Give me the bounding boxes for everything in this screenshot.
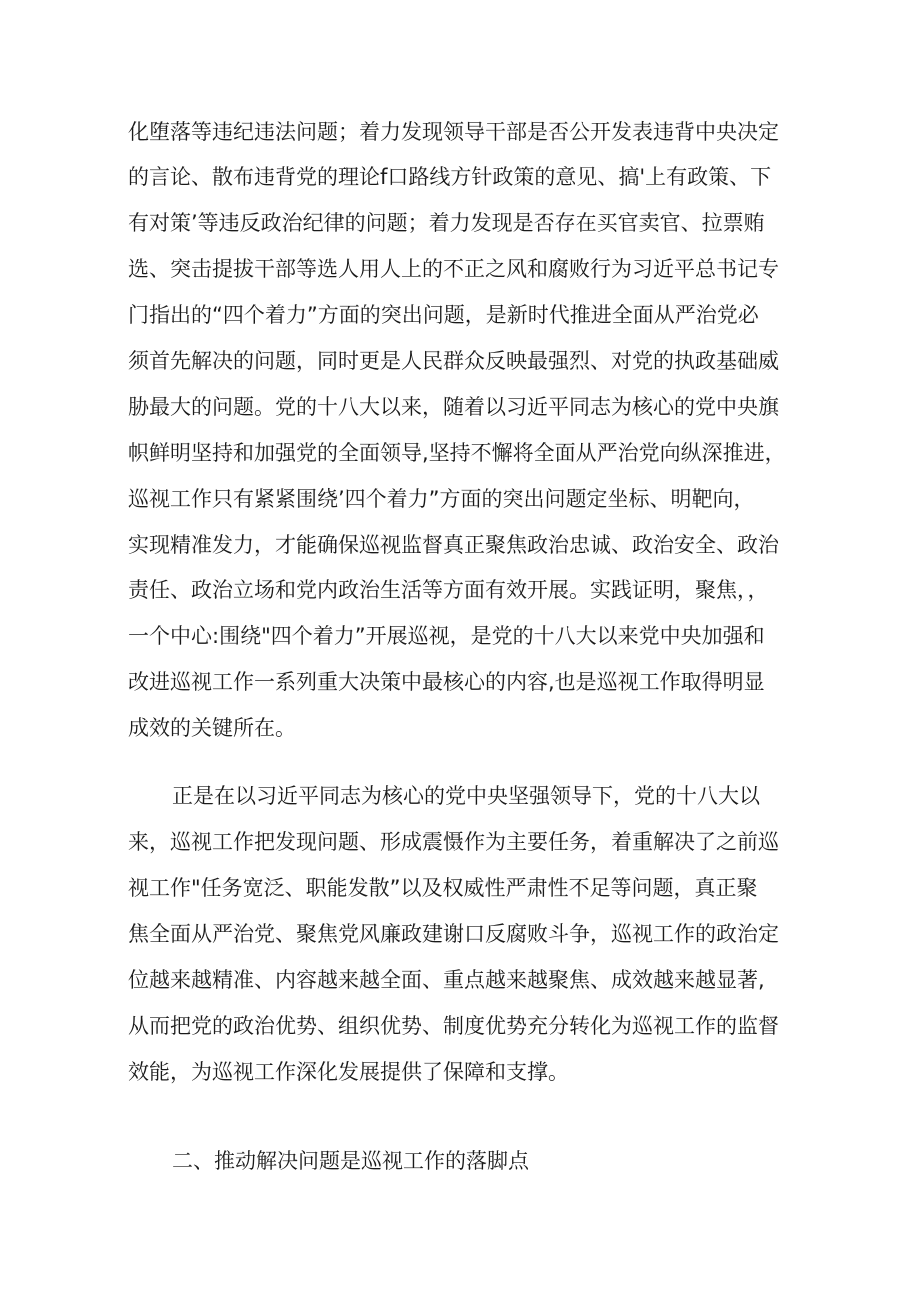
- paragraph1-line-11: 责任、政治立场和党内政治生活等方面有效开展。实践证明，聚焦，，: [128, 578, 769, 602]
- paragraph1-line-5: 门指出的“四个着力”方面的突出问题，是新时代推进全面从严治党必: [128, 303, 759, 327]
- paragraph1-line-6: 须首先解决的问题，同时更是人民群众反映最强烈、对党的执政基础威: [128, 349, 779, 373]
- paragraph2-line-3: 视工作"任务宽泛、职能发散”以及权威性严肃性不足等问题，真正聚: [128, 876, 758, 900]
- paragraph1-line-7: 胁最大的问题。党的十八大以来，随着以习近平同志为核心的党中央旗: [128, 395, 779, 419]
- paragraph1-line-3: 有对策’等违反政治纪律的问题；着力发现是否存在买官卖官、拉票贿: [128, 211, 765, 235]
- paragraph1-line-9: 巡视工作只有紧紧围绕’四个着力”方面的突出问题定坐标、明靶向，: [128, 487, 755, 511]
- section-heading: 二、推动解决问题是巡视工作的落脚点: [172, 1149, 529, 1173]
- paragraph1-line-2: 的言论、散布违背党的理论f口路线方针政策的意见、搞'上有政策、下: [128, 165, 772, 189]
- paragraph2-line-1: 正是在以习近平同志为核心的党中央坚强领导下，党的十八大以: [172, 784, 760, 808]
- paragraph1-line-1: 化堕落等违纪违法问题；着力发现领导干部是否公开发表违背中央决定: [128, 120, 779, 144]
- paragraph2-line-7: 效能，为巡视工作深化发展提供了保障和支撑。: [128, 1060, 569, 1084]
- paragraph2-line-5: 位越来越精准、内容越来越全面、重点越来越聚焦、成效越来越显著,: [128, 968, 765, 992]
- paragraph1-line-12: 一个中心:围绕"四个着力”开展巡视，是党的十八大以来党中央加强和: [128, 624, 765, 648]
- paragraph2-line-4: 焦全面从严治党、聚焦党风廉政建谢口反腐败斗争，巡视工作的政治定: [128, 922, 779, 946]
- paragraph2-line-6: 从而把党的政治优势、组织优势、制度优势充分转化为巡视工作的监督: [128, 1014, 779, 1038]
- paragraph1-line-13: 改进巡视工作一系列重大决策中最核心的内容,也是巡视工作取得明显: [128, 670, 765, 694]
- paragraph1-line-10: 实现精准发力，才能确保巡视监督真正聚焦政治忠诚、政治安全、政治: [128, 533, 779, 557]
- paragraph2-line-2: 来，巡视工作把发现问题、形成震慑作为主要任务，着重解决了之前巡: [128, 830, 779, 854]
- paragraph1-line-4: 选、突击提拔干部等选人用人上的不正之风和腐败行为习近平总书记专: [128, 257, 779, 281]
- paragraph1-line-8: 帜鲜明坚持和加强党的全面领导,坚持不懈将全面从严治党向纵深推进，: [128, 441, 786, 465]
- paragraph1-line-14: 成效的关键所在。: [128, 716, 296, 740]
